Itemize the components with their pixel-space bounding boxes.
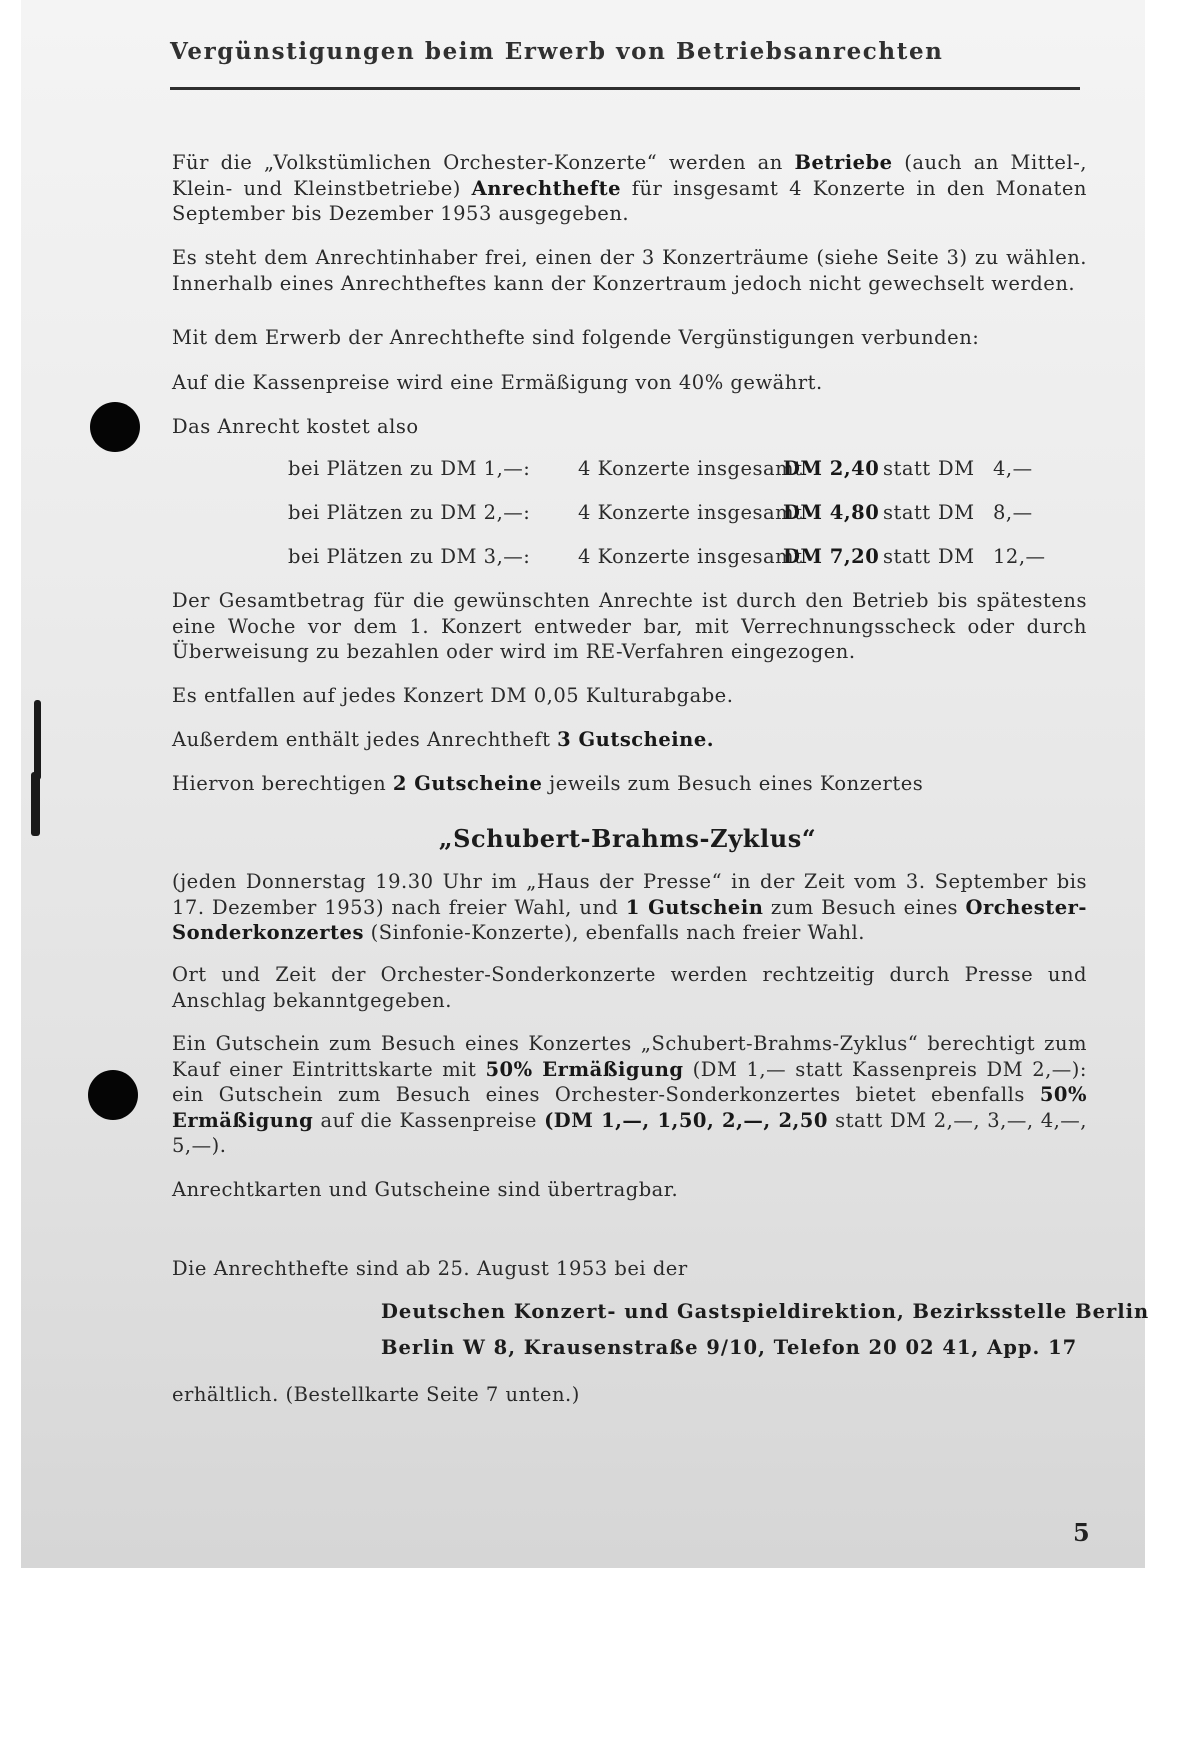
discount-text-3: auf die Kassenpreise bbox=[313, 1108, 545, 1132]
discount-bold-2: 50% Ermäßigung bbox=[172, 1083, 1087, 1132]
price-dm: DM bbox=[938, 501, 975, 524]
price-original: 8,— bbox=[993, 501, 1033, 524]
price-statt: statt bbox=[883, 545, 931, 568]
paragraph-voucher-discount bbox=[172, 1031, 1087, 1159]
voucher-use-text-1: Hiervon berechtigen bbox=[172, 772, 393, 795]
address-line-2: Berlin W 8, Krausenstraße 9/10, Telefon 20 02 41, App. 17 bbox=[381, 1336, 1078, 1359]
paragraph-culture-levy: Es entfallen auf jedes Konzert DM 0,05 Kulturabgabe. bbox=[172, 684, 734, 707]
binding-mark-lower bbox=[31, 772, 40, 836]
price-count: 4 Konzerte insgesamt bbox=[578, 457, 803, 480]
price-row bbox=[288, 545, 1088, 568]
intro-text-2: (auch an Mittel-, Klein- und Kleinstbetriebe) bbox=[172, 151, 1087, 200]
discount-bold-3: (DM 1,—, 1,50, 2,—, 2,50 bbox=[544, 1108, 828, 1132]
punch-hole-bottom bbox=[88, 1070, 138, 1120]
price-seat: bei Plätzen zu DM 2,—: bbox=[288, 501, 531, 524]
paragraph-vouchers bbox=[172, 727, 1087, 753]
paragraph-cycle-details bbox=[172, 869, 1087, 946]
price-statt: statt bbox=[883, 457, 931, 480]
price-seat: bei Plätzen zu DM 3,—: bbox=[288, 545, 531, 568]
vouchers-bold: 3 Gutscheine. bbox=[557, 728, 715, 751]
cycle-bold-gutschein: 1 Gutschein bbox=[625, 895, 764, 919]
paragraph-concert-rooms: Es steht dem Anrechtinhaber frei, einen der 3 Konzerträume (siehe Seite 3) zu wählen. Innerhalb eines Anrechtheftes kann der Konzertraum jedoch nicht gewechselt werden. bbox=[172, 246, 1087, 295]
paragraph-announcement: Ort und Zeit der Orchester-Sonderkonzerte werden rechtzeitig durch Presse und Anschlag bekanntgegeben. bbox=[172, 963, 1087, 1012]
price-row bbox=[288, 501, 1088, 524]
discount-text-1: Ein Gutschein zum Besuch eines Konzertes „Schubert-Brahms-Zyklus“ berechtigt zum Kauf einer Eintrittskarte mit bbox=[172, 1032, 1087, 1081]
paragraph-intro bbox=[172, 150, 1087, 227]
price-dm: DM bbox=[938, 457, 975, 480]
intro-bold-betriebe: Betriebe bbox=[794, 151, 893, 174]
price-seat: bei Plätzen zu DM 1,—: bbox=[288, 457, 531, 480]
page-number: 5 bbox=[1073, 1518, 1090, 1547]
paragraph-benefits-intro: Mit dem Erwerb der Anrechthefte sind folgende Vergünstigungen verbunden: bbox=[172, 326, 980, 349]
punch-hole-top bbox=[90, 402, 140, 452]
voucher-use-text-2: jeweils zum Besuch eines Konzertes bbox=[542, 772, 924, 795]
address-line-1: Deutschen Konzert- und Gastspieldirektion, Bezirksstelle Berlin bbox=[381, 1300, 1150, 1323]
voucher-use-bold: 2 Gutscheine bbox=[392, 772, 543, 795]
price-dm: DM bbox=[938, 545, 975, 568]
price-amount: DM 7,20 bbox=[783, 545, 880, 568]
price-original: 4,— bbox=[993, 457, 1033, 480]
price-count: 4 Konzerte insgesamt bbox=[578, 501, 803, 524]
price-statt: statt bbox=[883, 501, 931, 524]
cycle-bold-sonderkonzert: Orchester-Sonderkonzertes bbox=[172, 895, 1088, 944]
heading-rule bbox=[170, 87, 1080, 90]
cycle-text-3: (Sinfonie-Konzerte), ebenfalls nach freier Wahl. bbox=[363, 921, 865, 944]
price-count: 4 Konzerte insgesamt bbox=[578, 545, 803, 568]
intro-bold-anrechthefte: Anrechthefte bbox=[471, 176, 622, 200]
binding-mark-upper bbox=[34, 700, 41, 780]
price-original: 12,— bbox=[993, 545, 1046, 568]
paragraph-transferable: Anrechtkarten und Gutscheine sind übertragbar. bbox=[172, 1178, 679, 1201]
discount-bold-1: 50% Ermäßigung bbox=[485, 1057, 684, 1081]
discount-text-4: statt DM 2,—, 3,—, 4,—, 5,—). bbox=[172, 1108, 1087, 1157]
paragraph-voucher-use bbox=[172, 771, 1087, 797]
cycle-text-2: zum Besuch eines bbox=[763, 895, 966, 919]
paragraph-payment: Der Gesamtbetrag für die gewünschten Anrechte ist durch den Betrieb bis spätestens eine Woche vor dem 1. Konzert entweder bar, mit Verrechnungsscheck oder durch Überweisung zu bezahlen oder wird im RE-Verfahren eingezogen. bbox=[172, 589, 1087, 663]
paragraph-discount: Auf die Kassenpreise wird eine Ermäßigung von 40% gewährt. bbox=[172, 371, 823, 394]
intro-text-1: Für die „Volkstümlichen Orchester-Konzerte“ werden an bbox=[172, 151, 795, 174]
paragraph-cost-intro: Das Anrecht kostet also bbox=[172, 415, 419, 438]
price-amount: DM 2,40 bbox=[783, 457, 880, 480]
intro-text-3: für insgesamt 4 Konzerte in den Monaten September bis Dezember 1953 ausgegeben. bbox=[172, 176, 1087, 225]
discount-text-2: (DM 1,— statt Kassenpreis DM 2,—): ein Gutschein zum Besuch eines Orchester-Sonderkonzertes bietet ebenfalls bbox=[172, 1057, 1087, 1106]
cycle-title: „Schubert-Brahms-Zyklus“ bbox=[438, 824, 817, 853]
paragraph-availability: Die Anrechthefte sind ab 25. August 1953 bei der bbox=[172, 1257, 688, 1280]
price-row bbox=[288, 457, 1088, 480]
cycle-text-1: (jeden Donnerstag 19.30 Uhr im „Haus der Presse“ in der Zeit vom 3. September bis 17. Dezember 1953) nach freier Wahl, und bbox=[172, 870, 1087, 919]
price-amount: DM 4,80 bbox=[783, 501, 880, 524]
vouchers-text: Außerdem enthält jedes Anrechtheft bbox=[172, 728, 558, 751]
page-heading: Vergünstigungen beim Erwerb von Betriebsanrechten bbox=[170, 38, 944, 65]
paragraph-order-card: erhältlich. (Bestellkarte Seite 7 unten.) bbox=[172, 1383, 580, 1406]
